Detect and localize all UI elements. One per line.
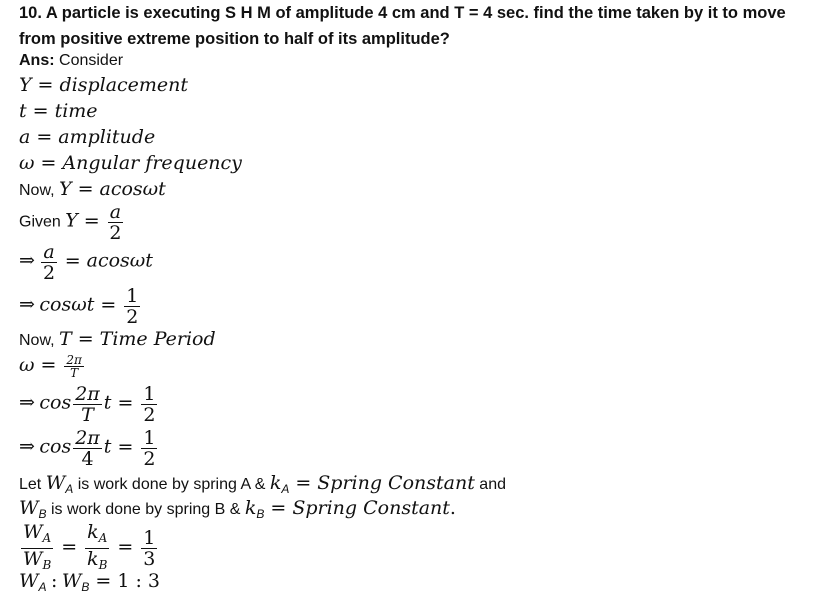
eq-given-half: Given Y = $\frac{a}{2}$ — [19, 201, 122, 244]
fraction-2pi-over-T: $\frac{2\pi}{T}$ — [75, 383, 100, 426]
def-displacement: Y = displacement — [19, 74, 189, 96]
let-wa-line: Let $W_A$ is work done by spring A & $k_A$ = Spring Constant and — [19, 472, 506, 496]
answer-intro — [19, 52, 123, 70]
question — [19, 0, 833, 52]
eq-cos-2pi-T: ⇒ cos $\frac{2\pi}{T}$ t = $\frac{1}{2}$ — [19, 383, 156, 426]
def-angular-frequency: ω = Angular frequency — [19, 152, 242, 174]
eq-coswt-half: ⇒ cosωt = $\frac{1}{2}$ — [19, 285, 139, 328]
eq-cos-2pi-4: ⇒ cos $\frac{2\pi}{4}$ t = $\frac{1}{2}$ — [19, 427, 156, 470]
eq-time-period: Now, T = Time Period — [19, 328, 216, 350]
fraction-1-over-2: $\frac{1}{2}$ — [143, 427, 156, 470]
wb-line: $W_B$ is work done by spring B & $k_B$ = Spring Constant. — [19, 497, 456, 521]
fraction-1-over-2: $\frac{1}{2}$ — [143, 383, 156, 426]
eq-y-acoswt: Now, Y = acosωt — [19, 178, 166, 200]
fraction-2pi-over-T: $\frac{2\pi}{T}$ — [66, 353, 82, 381]
eq-work-ratio: $\frac{W_A}{W_B}$ = $\frac{k_A}{k_B}$ = $\frac{1}{3}$ — [19, 522, 159, 575]
def-time: t = time — [19, 100, 98, 122]
fraction-a-over-2: $\frac{a}{2}$ — [109, 201, 122, 244]
fraction-1-over-3: $\frac{1}{3}$ — [143, 527, 156, 570]
answer-label: Ans: — [19, 52, 55, 69]
fraction-a-over-2: $\frac{a}{2}$ — [42, 241, 56, 284]
eq-half-equals-acoswt: ⇒ $\frac{a}{2}$ = acosωt — [19, 241, 153, 284]
consider-text: Consider — [59, 52, 124, 69]
question-line-1: 10. A particle is executing S H M of amplitude 4 cm and T = 4 sec. find the time taken by it to move — [19, 4, 786, 22]
fraction-1-over-2: $\frac{1}{2}$ — [126, 285, 139, 328]
fraction-2pi-over-4: $\frac{2\pi}{4}$ — [75, 427, 100, 470]
def-amplitude: a = amplitude — [19, 126, 156, 148]
fraction-wa-over-wb: $\frac{W_A}{W_B}$ — [22, 521, 52, 572]
fraction-ka-over-kb: $\frac{k_A}{k_B}$ — [87, 521, 108, 572]
question-line-2: from positive extreme position to half of its amplitude? — [19, 30, 450, 48]
eq-omega: ω = $\frac{2\pi}{T}$ — [19, 353, 82, 381]
eq-work-ratio-result: $W_A$ : $W_B = 1$ : 3 — [19, 570, 160, 594]
